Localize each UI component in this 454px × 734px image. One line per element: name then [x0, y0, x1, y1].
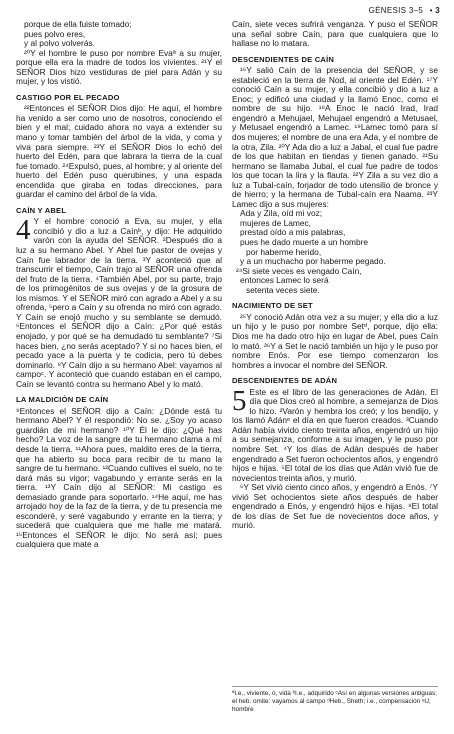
poem-line: y al polvo volverás.: [24, 38, 95, 49]
section-heading: CAÍN Y ABEL: [16, 205, 67, 215]
section-heading: DESCENDIENTES DE ADÁN: [232, 376, 338, 386]
chapter-block: [232, 384, 438, 483]
poem-line: entonces Lamec lo será: [240, 275, 329, 286]
poem-line: porque de ella fuiste tomado;: [24, 19, 132, 29]
verse-paragraph: ¹⁶Y salió Caín de la presencia del SEÑOR, y se estableció en la tierra de Nod, al oriente del Edén. ¹⁷Y conoció Caín a su mujer, y ella concibió y dio a luz a Enoc; y edificó una ciudad y la llamó Enoc, como el nombre de su hijo. ¹⁸A Enoc le nació Irad, Irad engendró a Mehujael, Mehujael engendró a Metusael, y Metusael engendró a Lamec. ¹⁹Lamec tomó para sí dos mujeres; el nombre de una era Ada, y el nombre de la otra, Zila. ²⁰Y Ada dio a luz a Jabal, el cual fue padre de los que habitan en tiendas y tienen ganado. ²¹Su hermano se llamaba Jubal, el cual fue padre de todos los que tocan la lira y la flauta. ²²Y Zila a su vez dio a luz a Tubal-caín, forjador de todo utensilio de bronce y de hierro; y la hermana de Tubal-caín era Naama. ²³Y Lamec dijo a sus mujeres:: [232, 65, 438, 209]
poem-line: ²⁴Si siete veces es vengado Caín,: [236, 265, 362, 276]
book-range: GÉNESIS 3–5: [368, 6, 424, 15]
poem-line: prestad oído a mis palabras,: [240, 227, 346, 238]
running-header: [369, 6, 440, 15]
poem-line: por haberme herido,: [246, 246, 322, 257]
poem-line: Ada y Zila, oíd mi voz;: [240, 208, 323, 219]
verse-paragraph: ²⁵Y conoció Adán otra vez a su mujer; y ella dio a luz un hijo y le puso por nombre Setᵈ, porque, dijo ella: Dios me ha dado otro hijo en lugar de Abel, pues Caín lo mató. ²⁶Y a Set le nació también un hijo y le puso por nombre Enós. Por ese tiempo comenzaron los hombres a invocar el nombre del SEÑOR.: [232, 311, 438, 370]
chapter-number: 5: [232, 384, 247, 417]
header-separator: •: [429, 6, 433, 15]
chapter-block: [16, 214, 222, 389]
poem-line: y a un muchacho por haberme pegado.: [240, 256, 386, 267]
poem-line: mujeres de Lamec,: [240, 217, 311, 228]
chapter-number: 4: [16, 214, 31, 247]
verse-paragraph: ²⁰Y el hombre le puso por nombre Evaª a su mujer, porque ella era la madre de todos los vivientes. ²¹Y el SEÑOR Dios hizo vestiduras de piel para Adán y su mujer, y los vistió.: [16, 47, 222, 87]
verse-paragraph: Y el hombre conoció a Eva, su mujer, y ella concibió y dio a luz a Caínᵇ, y dijo: He adquirido varón con la ayuda del SEÑOR. ²Después dio a luz a su hermano Abel. Y Abel fue pastor de ovejas y Caín fue labrador de la tierra. ³Y aconteció que al transcurrir el tiempo, Caín trajo al SEÑOR una ofrenda del fruto de la tierra. ⁴También Abel, por su parte, trajo de los primogénitos de sus ovejas y de la grosura de los mismos. Y el SEÑOR miró con agrado a Abel y a su ofrenda, ⁵pero a Caín y su ofrenda no miró con agrado. Y Caín se enojó mucho y su semblante se demudó. ⁶Entonces el SEÑOR dijo a Caín: ¿Por qué estás enojado, y por qué se ha demudado tu semblante? ⁷Si haces bien, ¿no serás aceptado? Y si no haces bien, el pecado yace a la puerta y te codicia, pero tú debes dominarlo. ⁸Y Caín dijo a su hermano Abel: vayamos al campoᶜ. Y aconteció que cuando estaban en el campo, Caín se levantó contra su hermano Abel y lo mató.: [16, 216, 222, 389]
page-number: 3: [435, 6, 440, 15]
section-heading: DESCENDIENTES DE CAÍN: [232, 54, 335, 64]
right-column: [232, 20, 438, 531]
poem-line: pues he dado muerte a un hombre: [240, 237, 369, 248]
verse-paragraph: ⁹Entonces el SEÑOR dijo a Caín: ¿Dónde está tu hermano Abel? Y él respondió: No se. ¿Soy yo acaso guardián de mi hermano? ¹⁰Y Él le dijo: ¿Qué has hecho? La voz de la sangre de tu hermano clama a mí desde la tierra. ¹¹Ahora pues, maldito eres de la tierra, que ha abierto su boca para recibir de tu mano la sangre de tu hermano. ¹²Cuando cultives el suelo, no te dará más su vigor; vagabundo y errante serás en la tierra. ¹³Y Caín dijo al SEÑOR: Mi castigo es demasiado grande para soportarlo. ¹⁴He aquí, me has arrojado hoy de la faz de la tierra, y de tu presencia me esconderé, y seré vagabundo y errante en la tierra; y sucederá que cualquiera que me halle me matará. ¹⁵Entonces el SEÑOR le dijo: No será así; pues cualquiera que mate a: [16, 405, 222, 550]
poem-block-top: [16, 20, 222, 49]
poem-line: setenta veces siete.: [246, 284, 320, 295]
footnotes: ªI.e., viviente, o, vida ᵇI.e., adquirido ᶜAsí en algunas versiones antiguas; el heb. omite: vayamos al campo ᵈHeb., Sheth; i.e., compensación ᵉU, hombre: [232, 686, 438, 714]
section-heading: LA MALDICIÓN DE CAÍN: [16, 395, 109, 405]
section-heading: NACIMIENTO DE SET: [232, 301, 313, 311]
verse-paragraph: ²²Entonces el SEÑOR Dios dijo: He aquí, el hombre ha venido a ser como uno de nosotros, conociendo el bien y el mal; cuidado ahora no vaya a extender su mano y tomar también del árbol de la vida, y coma y viva para siempre. ²³Y el SEÑOR Dios lo echó del huerto del Edén, para que labrara la tierra de la cual fue tomado. ²⁴Expulsó, pues, al hombre; y al oriente del huerto del Edén puso querubines, y una espada encendida que giraba en todas direcciones, para guardar el camino del árbol de la vida.: [16, 103, 222, 200]
section-heading: CASTIGO POR EL PECADO: [16, 92, 120, 102]
poem-block: [232, 209, 438, 295]
verse-paragraph: Este es el libro de las generaciones de Adán. El día que Dios creó al hombre, a semejanza de Dios lo hizo. ²Varón y hembra los creó; y los bendijo, y los llamó Adánᵉ el día en que fueron creados. ³Cuando Adán había vivido ciento treinta años, engendró un hijo a su semejanza, conforme a su imagen, y le puso por nombre Set. ⁴Y los días de Adán después de haber engendrado a Set fueron ochocientos años, y engendró hijos e hijas. ⁵El total de los días que Adán vivió fue de novecientos treinta años, y murió.: [232, 386, 438, 483]
verse-paragraph: ⁶Y Set vivió ciento cinco años, y engendró a Enós. ⁷Y vivió Set ochocientos siete años después de haber engendrado a Enós, y engendró hijos e hijas. ⁸El total de los días de Set fue de novecientos doce años, y murió.: [232, 482, 438, 531]
left-column: [16, 20, 222, 550]
verse-paragraph: Caín, siete veces sufrirá venganza. Y puso el SEÑOR una señal sobre Caín, para que cualquiera que lo hallase no lo matara.: [232, 19, 438, 49]
poem-line: pues polvo eres,: [24, 28, 86, 39]
